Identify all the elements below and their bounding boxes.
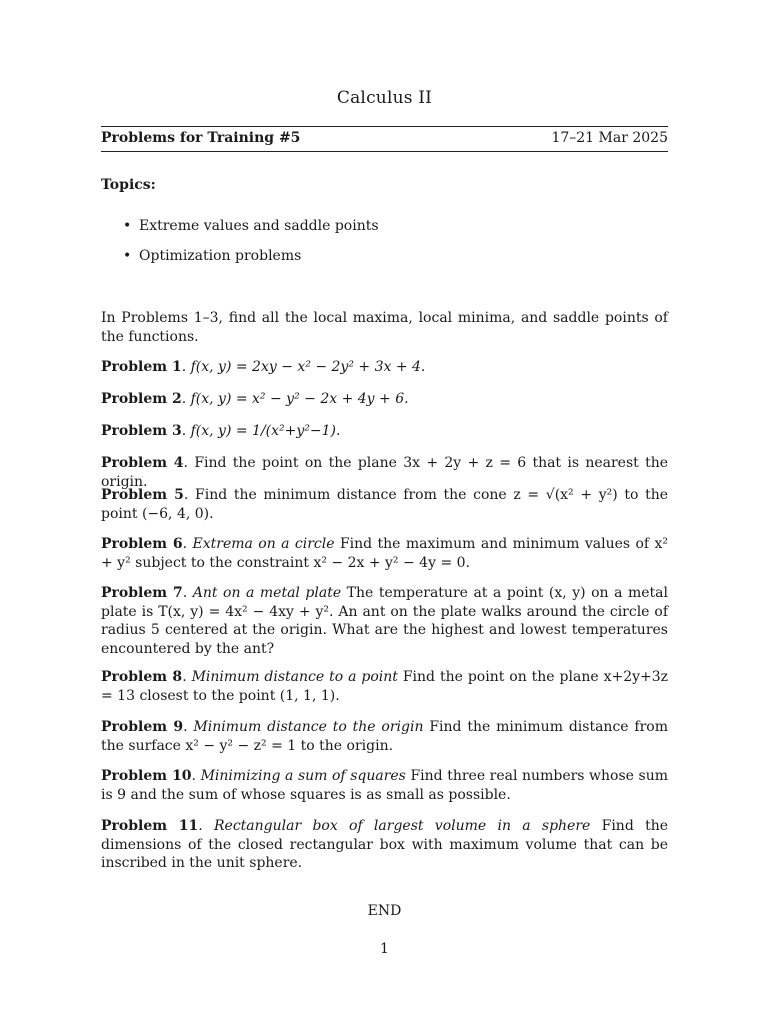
problem-text: Find the minimum distance from the surface x² − y² − z² = 1 to the origin. [101,719,668,754]
problem-label: Problem 11 [101,818,199,834]
header-bar [101,126,668,152]
problem-topic: Minimum distance to a point [191,669,398,685]
problem-2: Problem 2. f(x, y) = x² − y² − 2x + 4y + 6. [101,391,409,407]
date-range: 17–21 Mar 2025 [551,130,668,146]
bullet-icon: • [123,248,132,264]
problem-5: Problem 5. Find the minimum distance from the cone z = √(x² + y²) to the point (−6, 4, 0). [101,487,668,522]
bullet-icon: • [123,218,132,234]
problem-label: Problem 7 [101,585,183,601]
problem-label: Problem 6 [101,536,183,552]
intro-paragraph: In Problems 1–3, find all the local maxima, local minima, and saddle points of the functions. [101,310,668,345]
topic-item [101,248,668,278]
problem-label: Problem 3 [101,423,182,439]
topic-label: Optimization problems [139,248,302,264]
problem-10: Problem 10. Minimizing a sum of squares Find three real numbers whose sum is 9 and the sum of whose squares is as small as possible. [101,768,668,803]
problem-label: Problem 4 [101,455,184,471]
problem-topic: Minimum distance to the origin [193,719,424,735]
problem-4: Problem 4. Find the point on the plane 3x + 2y + z = 6 that is nearest the origin. [101,455,669,490]
problem-text: Find the dimensions of the closed rectangular box with maximum volume that can be inscribed in the unit sphere. [101,818,668,871]
problem-text: Find the minimum distance from the cone z = √(x² + y²) to the point (−6, 4, 0). [101,487,668,522]
problem-text: Find the point on the plane 3x + 2y + z = 6 that is nearest the origin. [101,455,669,490]
problem-text: f(x, y) = x² − y² − 2x + 4y + 6. [190,391,409,407]
problem-text: Find the point on the plane x+2y+3z = 13 closest to the point (1, 1, 1). [101,669,669,704]
topics-heading: Topics: [101,177,156,193]
problem-topic: Ant on a metal plate [192,585,342,601]
problem-text: f(x, y) = 2xy − x² − 2y² + 3x + 4. [190,359,426,375]
problem-text: Find three real numbers whose sum is 9 and the sum of whose squares is as small as possible. [101,768,668,803]
problem-topic: Minimizing a sum of squares [200,768,406,784]
topics-list [101,218,668,278]
course-title: Calculus II [336,88,433,108]
problem-8: Problem 8. Minimum distance to a point Find the point on the plane x+2y+3z = 13 closest to the point (1, 1, 1). [101,669,669,704]
problem-label: Problem 9 [101,719,184,735]
problem-1: Problem 1. f(x, y) = 2xy − x² − 2y² + 3x + 4. [101,359,426,375]
topic-label: Extreme values and saddle points [139,218,379,234]
problem-3: Problem 3. f(x, y) = 1/(x²+y²−1). [101,423,341,439]
problem-11: Problem 11. Rectangular box of largest volume in a sphere Find the dimensions of the closed rectangular box with maximum volume that can be inscribed in the unit sphere. [101,818,668,871]
assignment-title: Problems for Training #5 [101,130,301,146]
problem-topic: Extrema on a circle [192,536,335,552]
problem-label: Problem 10 [101,768,192,784]
problem-label: Problem 5 [101,487,184,503]
topic-item [101,218,668,248]
end-marker: END [367,903,402,919]
problem-label: Problem 8 [101,669,183,685]
problem-7: Problem 7. Ant on a metal plate The temperature at a point (x, y) on a metal plate is T(x, y) = 4x² − 4xy + y². An ant on the plate walks around the circle of radius 5 centered at the origin. What are the highest and lowest temperatures encountered by the ant? [101,585,668,657]
page-number: 1 [380,941,389,957]
problem-6: Problem 6. Extrema on a circle Find the maximum and minimum values of x² + y² subject to the constraint x² − 2x + y² − 4y = 0. [101,536,668,571]
problem-topic: Rectangular box of largest volume in a sphere [214,818,591,834]
problem-text: The temperature at a point (x, y) on a metal plate is T(x, y) = 4x² − 4xy + y². An ant on the plate walks around the circle of radius 5 centered at the origin. What are the highest and lowest temperatures encountered by the ant? [101,585,668,657]
problem-9: Problem 9. Minimum distance to the origin Find the minimum distance from the surface x² − y² − z² = 1 to the origin. [101,719,668,754]
problem-text: f(x, y) = 1/(x²+y²−1). [190,423,341,439]
problem-text: Find the maximum and minimum values of x² + y² subject to the constraint x² − 2x + y² − 4y = 0. [101,536,668,571]
problem-label: Problem 2 [101,391,182,407]
problem-label: Problem 1 [101,359,182,375]
